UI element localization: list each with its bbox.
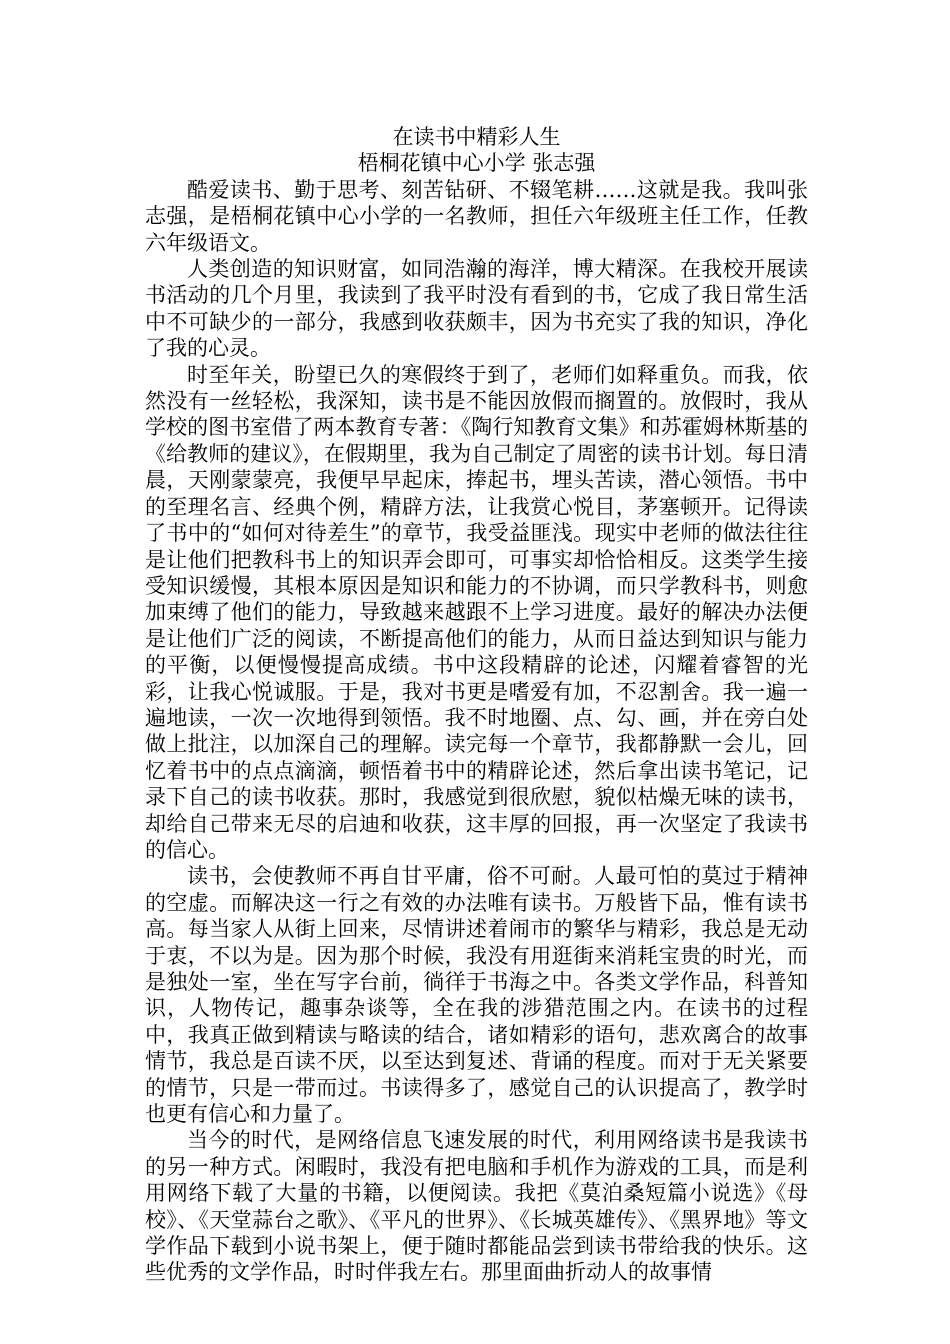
document-page xyxy=(145,124,808,1286)
document-title: 在读书中精彩人生 xyxy=(392,125,561,149)
document-author: 梧桐花镇中心小学 张志强 xyxy=(357,151,596,176)
paragraph-online-reading: 当今的时代，是网络信息飞速发展的时代，利用网络读书是我读书的另一种方式。闲暇时，我没有把电脑和手机作为游戏的工具，而是利用网络下载了大量的书籍，以便阅读。我把《莫泊桑短篇小说选》《母校》、《天堂蒜台之歌》、《平凡的世界》、《长城英雄传》、《黑界地》等文学作品下载到小说书架上，便于随时都能品尝到读书带给我的快乐。这些优秀的文学作品，时时伴我左右。那里面曲折动人的故事情 xyxy=(145,1128,808,1285)
paragraph-intro: 酷爱读书、勤于思考、刻苦钻研、不辍笔耕……这就是我。我叫张志强，是梧桐花镇中心小学的一名教师，担任六年级班主任工作，任教六年级语文。 xyxy=(145,177,808,255)
paragraph-reading-value: 读书，会使教师不再自甘平庸，俗不可耐。人最可怕的莫过于精神的空虚。而解决这一行之有效的办法唯有读书。万般皆下品，惟有读书高。每当家人从街上回来，尽情讲述着闹市的繁华与精彩，我总是无动于衷，不以为是。因为那个时候，我没有用逛街来消耗宝贵的时光，而是独处一室，坐在写字台前，徜徉于书海之中。各类文学作品，科普知识，人物传记，趣事杂谈等，全在我的涉猎范围之内。在读书的过程中，我真正做到精读与略读的结合，诸如精彩的语句，悲欢离合的故事情节，我总是百读不厌，以至达到复述、背诵的程度。而对于无关紧要的情节，只是一带而过。书读得多了，感觉自己的认识提高了，教学时也更有信心和力量了。 xyxy=(145,864,808,1127)
paragraph-winter-break: 时至年关，盼望已久的寒假终于到了，老师们如释重负。而我，依然没有一丝轻松，我深知，读书是不能因放假而搁置的。放假时，我从学校的图书室借了两本教育专著：《陶行知教育文集》和苏霍姆林斯基的《给教师的建议》，在假期里，我为自己制定了周密的读书计划。每日清晨，天刚蒙蒙亮，我便早早起床，捧起书，埋头苦读，潜心领悟。书中的至理名言、经典个例，精辟方法，让我赏心悦目，茅塞顿开。记得读了书中的“如何对待差生”的章节，我受益匪浅。现实中老师的做法往往是让他们把教科书上的知识弄会即可，可事实却恰恰相反。这类学生接受知识缓慢，其根本原因是知识和能力的不协调，而只学教科书，则愈加束缚了他们的能力，导致越来越跟不上学习进度。最好的解决办法便是让他们广泛的阅读，不断提高他们的能力，从而日益达到知识与能力的平衡，以便慢慢提高成绩。书中这段精辟的论述，闪耀着睿智的光彩，让我心悦诚服。于是，我对书更是嗜爱有加，不忍割舍。我一遍一遍地读，一次一次地得到领悟。我不时地圈、点、勾、画，并在旁白处做上批注，以加深自己的理解。读完每一个章节，我都静默一会儿，回忆着书中的点点滴滴，顿悟着书中的精辟论述，然后拿出读书笔记，记录下自己的读书收获。那时，我感觉到很欣慰，貌似枯燥无味的读书，却给自己带来无尽的启迪和收获，这丰厚的回报，再一次坚定了我读书的信心。 xyxy=(145,362,808,862)
paragraph-knowledge: 人类创造的知识财富，如同浩瀚的海洋，博大精深。在我校开展读书活动的几个月里，我读到了我平时没有看到的书，它成了我日常生活中不可缺少的一部分，我感到收获颇丰，因为书充实了我的知识，净化了我的心灵。 xyxy=(145,257,808,361)
